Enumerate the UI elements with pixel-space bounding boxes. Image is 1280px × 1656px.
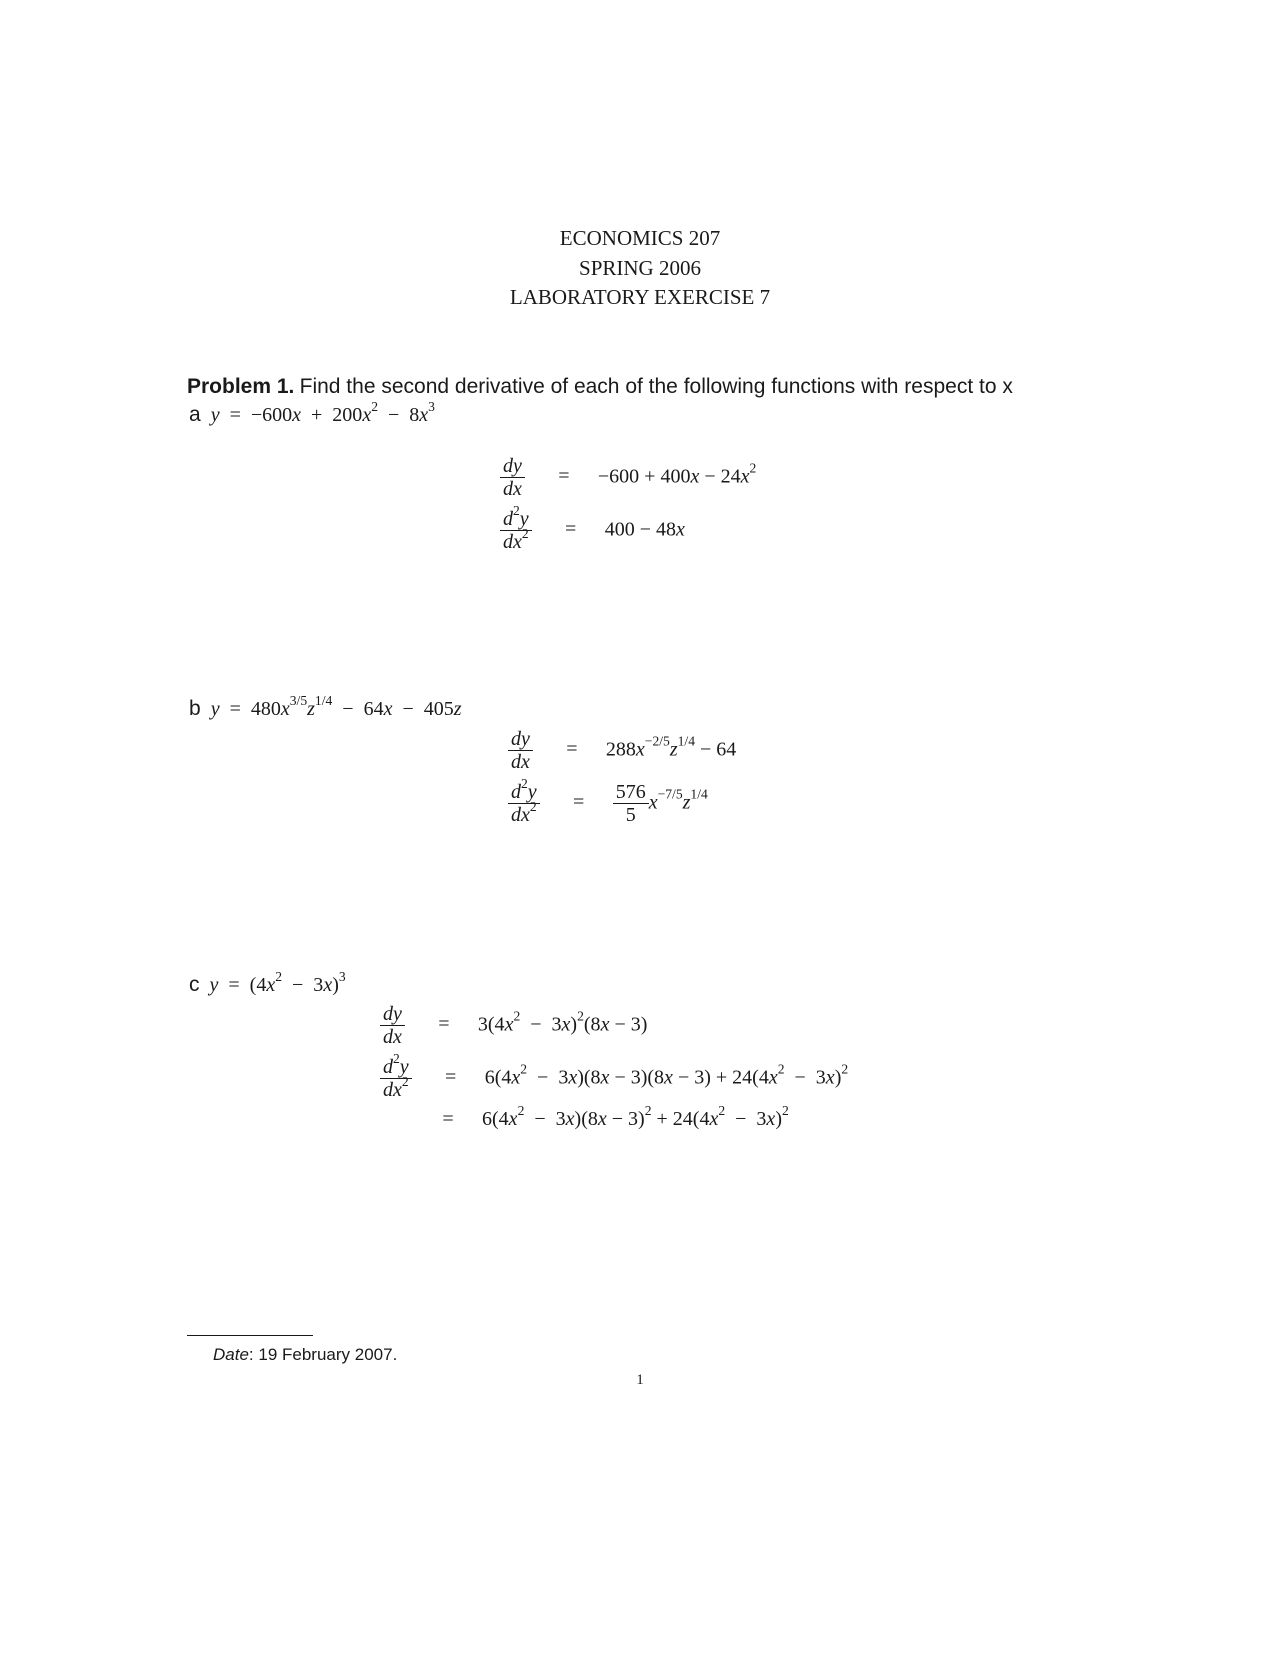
part-a-label: a <box>189 403 201 426</box>
part-b-second-derivative: $\frac{d^2y}{dx^2}$ = $\frac{576}{5}$ $x^{-7/5}z^{1/4}$ <box>508 781 708 827</box>
part-a-function: a $y = -600x + 200x^2 - 8x^3$ <box>189 399 435 426</box>
problem-label: Problem 1. <box>187 375 295 398</box>
footnote-text: : 19 February 2007. <box>248 1345 398 1364</box>
course-title: ECONOMICS 207 <box>559 226 721 250</box>
part-c-label: c <box>189 973 200 996</box>
page-number: 1 <box>636 1372 644 1388</box>
part-c-function: c $y = (4x^2 - 3x)^3$ <box>189 969 346 996</box>
dy-dx-fraction: $\frac{dy}{dx}$ <box>500 455 525 501</box>
term-title: SPRING 2006 <box>579 256 701 280</box>
exercise-title: LABORATORY EXERCISE 7 <box>509 285 771 309</box>
part-c-first-derivative: $\frac{dy}{dx}$ = $3(4x^2 - 3x)^2(8x - 3)$ <box>380 1003 647 1049</box>
footnote <box>213 1345 397 1365</box>
part-a-first-derivative: $\frac{dy}{dx}$ = $-600 + 400x - 24x^2$ <box>500 455 756 501</box>
part-b-function: b $y = 480x^{3/5}z^{1/4} - 64x - 405z$ <box>189 693 462 720</box>
part-b-label: b <box>189 697 201 720</box>
dy-dx-fraction: $\frac{dy}{dx}$ <box>508 728 533 774</box>
problem-statement <box>187 374 1013 399</box>
coefficient-fraction: $\frac{576}{5}$ <box>613 781 649 827</box>
part-c-second-derivative: $\frac{d^2y}{dx^2}$ = $6(4x^2 - 3x)(8x - 3)(8x - 3) + 24(4x^2 - 3x)^2$ <box>380 1056 848 1102</box>
d2y-dx2-fraction: $\frac{d^2y}{dx^2}$ <box>508 781 540 827</box>
part-a-second-derivative: $\frac{d^2y}{dx^2}$ = 400 − 48x <box>500 508 685 554</box>
problem-prompt: Find the second derivative of each of the following functions with respect to x <box>299 375 1013 398</box>
footnote-label: Date <box>213 1345 249 1364</box>
d2y-dx2-fraction: $\frac{d^2y}{dx^2}$ <box>380 1056 412 1102</box>
part-b-first-derivative: $\frac{dy}{dx}$ = $288x^{-2/5}z^{1/4} - 64$ <box>508 728 736 774</box>
footnote-rule <box>187 1335 313 1336</box>
d2y-dx2-fraction: $\frac{d^2y}{dx^2}$ <box>500 508 532 554</box>
dy-dx-fraction: $\frac{dy}{dx}$ <box>380 1003 405 1049</box>
part-c-second-derivative-simplified: = $6(4x^2 - 3x)(8x - 3)^2 + 24(4x^2 - 3x)^2$ <box>442 1103 789 1130</box>
